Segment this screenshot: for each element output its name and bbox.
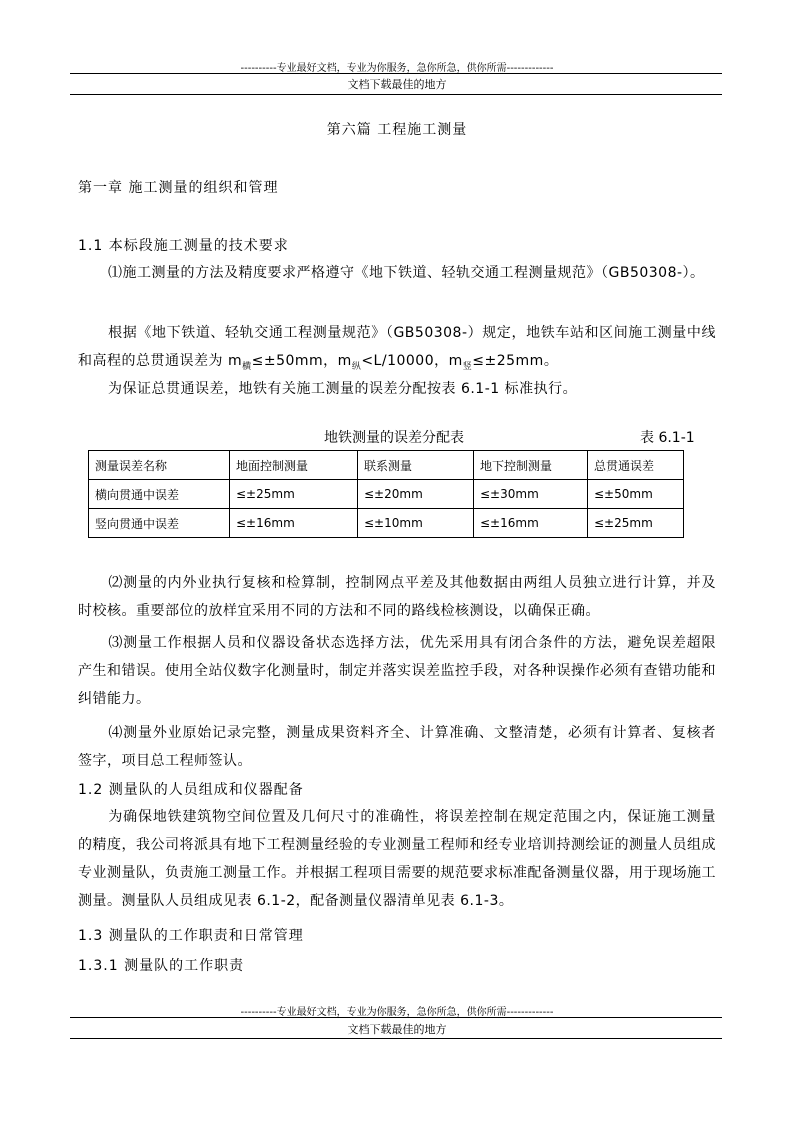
section-heading-1-3-1: 1.3.1 测量队的工作职责 xyxy=(78,958,245,974)
paragraph-3 xyxy=(78,375,716,403)
footer-subtitle: 文档下载最佳的地方 xyxy=(347,1023,447,1036)
document-title: 第六篇 工程施工测量 xyxy=(326,122,468,138)
paragraph-2-text-a: 根据《地下铁道、轻轨交通工程测量规范》（GB50308-）规定，地铁车站和区间施工测量中线和高程的总贯通误差为 m xyxy=(78,325,716,369)
paragraph-6 xyxy=(78,719,716,775)
header-divider-bottom xyxy=(70,94,722,95)
table-caption: 地铁测量的误差分配表 xyxy=(324,430,464,446)
table-row xyxy=(89,509,684,538)
section-heading-1-2: 1.2 测量队的人员组成和仪器配备 xyxy=(78,782,304,798)
table-row xyxy=(89,480,684,509)
paragraph-4 xyxy=(78,569,716,625)
paragraph-2 xyxy=(78,319,716,381)
paragraph-2-text-d: ≤±25mm。 xyxy=(472,353,559,369)
paragraph-6-text: ⑷测量外业原始记录完整，测量成果资料齐全、计算准确、文整清楚，必须有计算者、复核者签字，项目总工程师签认。 xyxy=(78,725,716,769)
header-divider-top xyxy=(70,73,722,74)
error-distribution-table xyxy=(88,450,684,538)
table-header-cell: 地面控制测量 xyxy=(230,451,358,480)
paragraph-3-text: 为保证总贯通误差，地铁有关施工测量的误差分配按表 6.1-1 标准执行。 xyxy=(108,381,578,397)
section-heading-1-1: 1.1 本标段施工测量的技术要求 xyxy=(78,238,289,254)
table-cell: 横向贯通中误差 xyxy=(89,480,230,509)
subscript-longitudinal: 纵 xyxy=(351,361,362,372)
table-cell: ≤±30mm xyxy=(474,480,588,509)
paragraph-7-text: 为确保地铁建筑物空间位置及几何尺寸的准确性，将误差控制在规定范围之内，保证施工测量的精度，我公司将派具有地下工程测量经验的专业测量工程师和经专业培训持测绘证的测量人员组成专业测量队，负责施工测量工作。并根据工程项目需要的规范要求标准配备测量仪器，用于现场施工测量。测量队人员组成见表 6.1-2，配备测量仪器清单见表 6.1-3。 xyxy=(78,809,716,909)
table-header-cell: 地下控制测量 xyxy=(474,451,588,480)
table-header-cell: 总贯通误差 xyxy=(588,451,684,480)
table-cell: ≤±25mm xyxy=(230,480,358,509)
paragraph-1 xyxy=(78,259,716,287)
table-cell: 竖向贯通中误差 xyxy=(89,509,230,538)
section-heading-1-3: 1.3 测量队的工作职责和日常管理 xyxy=(78,928,304,944)
paragraph-2-text-b: ≤±50mm，m xyxy=(251,353,352,369)
subscript-vertical: 竖 xyxy=(462,361,473,372)
table-number: 表 6.1-1 xyxy=(640,430,695,446)
table-cell: ≤±25mm xyxy=(588,509,684,538)
table-cell: ≤±50mm xyxy=(588,480,684,509)
footer-divider-bottom xyxy=(70,1038,722,1039)
paragraph-1-text: ⑴施工测量的方法及精度要求严格遵守《地下铁道、轻轨交通工程测量规范》（GB50308-）。 xyxy=(108,265,705,281)
footer-slogan: ----------专业最好文档，专业为你服务，急你所急，供你所需------------- xyxy=(240,1007,554,1018)
table-cell: ≤±20mm xyxy=(358,480,474,509)
footer-divider-top xyxy=(70,1017,722,1018)
table-header-cell: 测量误差名称 xyxy=(89,451,230,480)
subscript-horizontal: 横 xyxy=(242,361,252,372)
paragraph-7 xyxy=(78,803,716,915)
table-header-row xyxy=(89,451,684,480)
table-header-cell: 联系测量 xyxy=(358,451,474,480)
header-subtitle: 文档下载最佳的地方 xyxy=(347,78,447,91)
paragraph-5 xyxy=(78,629,716,713)
paragraph-5-text: ⑶测量工作根据人员和仪器设备状态选择方法，优先采用具有闭合条件的方法，避免误差超限产生和错误。使用全站仪数字化测量时，制定并落实误差监控手段，对各种误操作必须有查错功能和纠错能力。 xyxy=(78,635,716,707)
paragraph-2-text-c: <L/10000，m xyxy=(361,353,463,369)
chapter-heading: 第一章 施工测量的组织和管理 xyxy=(78,180,279,196)
paragraph-4-text: ⑵测量的内外业执行复核和检算制，控制网点平差及其他数据由两组人员独立进行计算，并及时校核。重要部位的放样宜采用不同的方法和不同的路线检核测设，以确保正确。 xyxy=(78,575,716,619)
table-cell: ≤±10mm xyxy=(358,509,474,538)
table-cell: ≤±16mm xyxy=(230,509,358,538)
header-slogan: ----------专业最好文档，专业为你服务，急你所急，供你所需------------- xyxy=(240,63,554,74)
table-cell: ≤±16mm xyxy=(474,509,588,538)
